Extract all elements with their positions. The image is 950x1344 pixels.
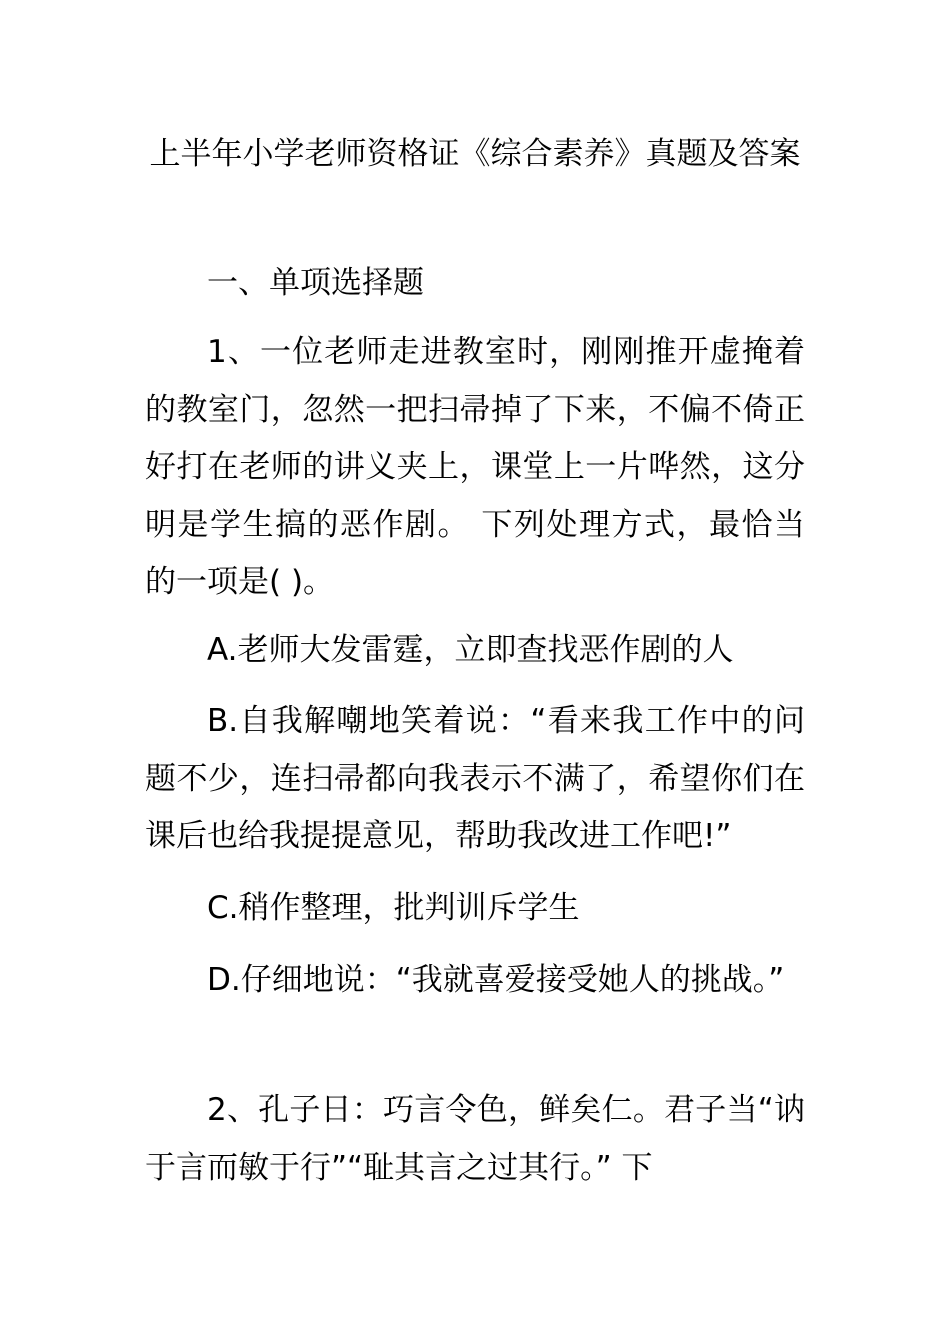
section-heading: 一、单项选择题 (207, 265, 424, 301)
question-1-option-a: A.老师大发雷霆，立即查找恶作剧的人 (207, 632, 734, 668)
question-1-stem: 1、一位老师走进教室时，刚刚推开虚掩着的教室门，忽然一把扫帚掉了下来，不偏不倚正好打在老师的讲义夹上，课堂上一片哗然，这分明是学生搞的恶作剧。 下列处理方式，最恰当的一项是( )。 (145, 334, 805, 600)
question-1-option-d: D.仔细地说：“我就喜爱接受她人的挑战。” (207, 962, 785, 998)
question-1-option-b: B.自我解嘲地笑着说：“看来我工作中的问题不少，连扫帚都向我表示不满了，希望你们在课后也给我提提意见，帮助我改进工作吧!” (145, 703, 805, 854)
question-1-option-c: C.稍作整理，批判训斥学生 (207, 890, 580, 926)
document-title: 上半年小学老师资格证《综合素养》真题及答案 (149, 136, 801, 172)
question-2-stem: 2、孔子日：巧言令色，鲜矣仁。君子当“讷于言而敏于行”“耻其言之过其行。” 下 (145, 1092, 806, 1186)
